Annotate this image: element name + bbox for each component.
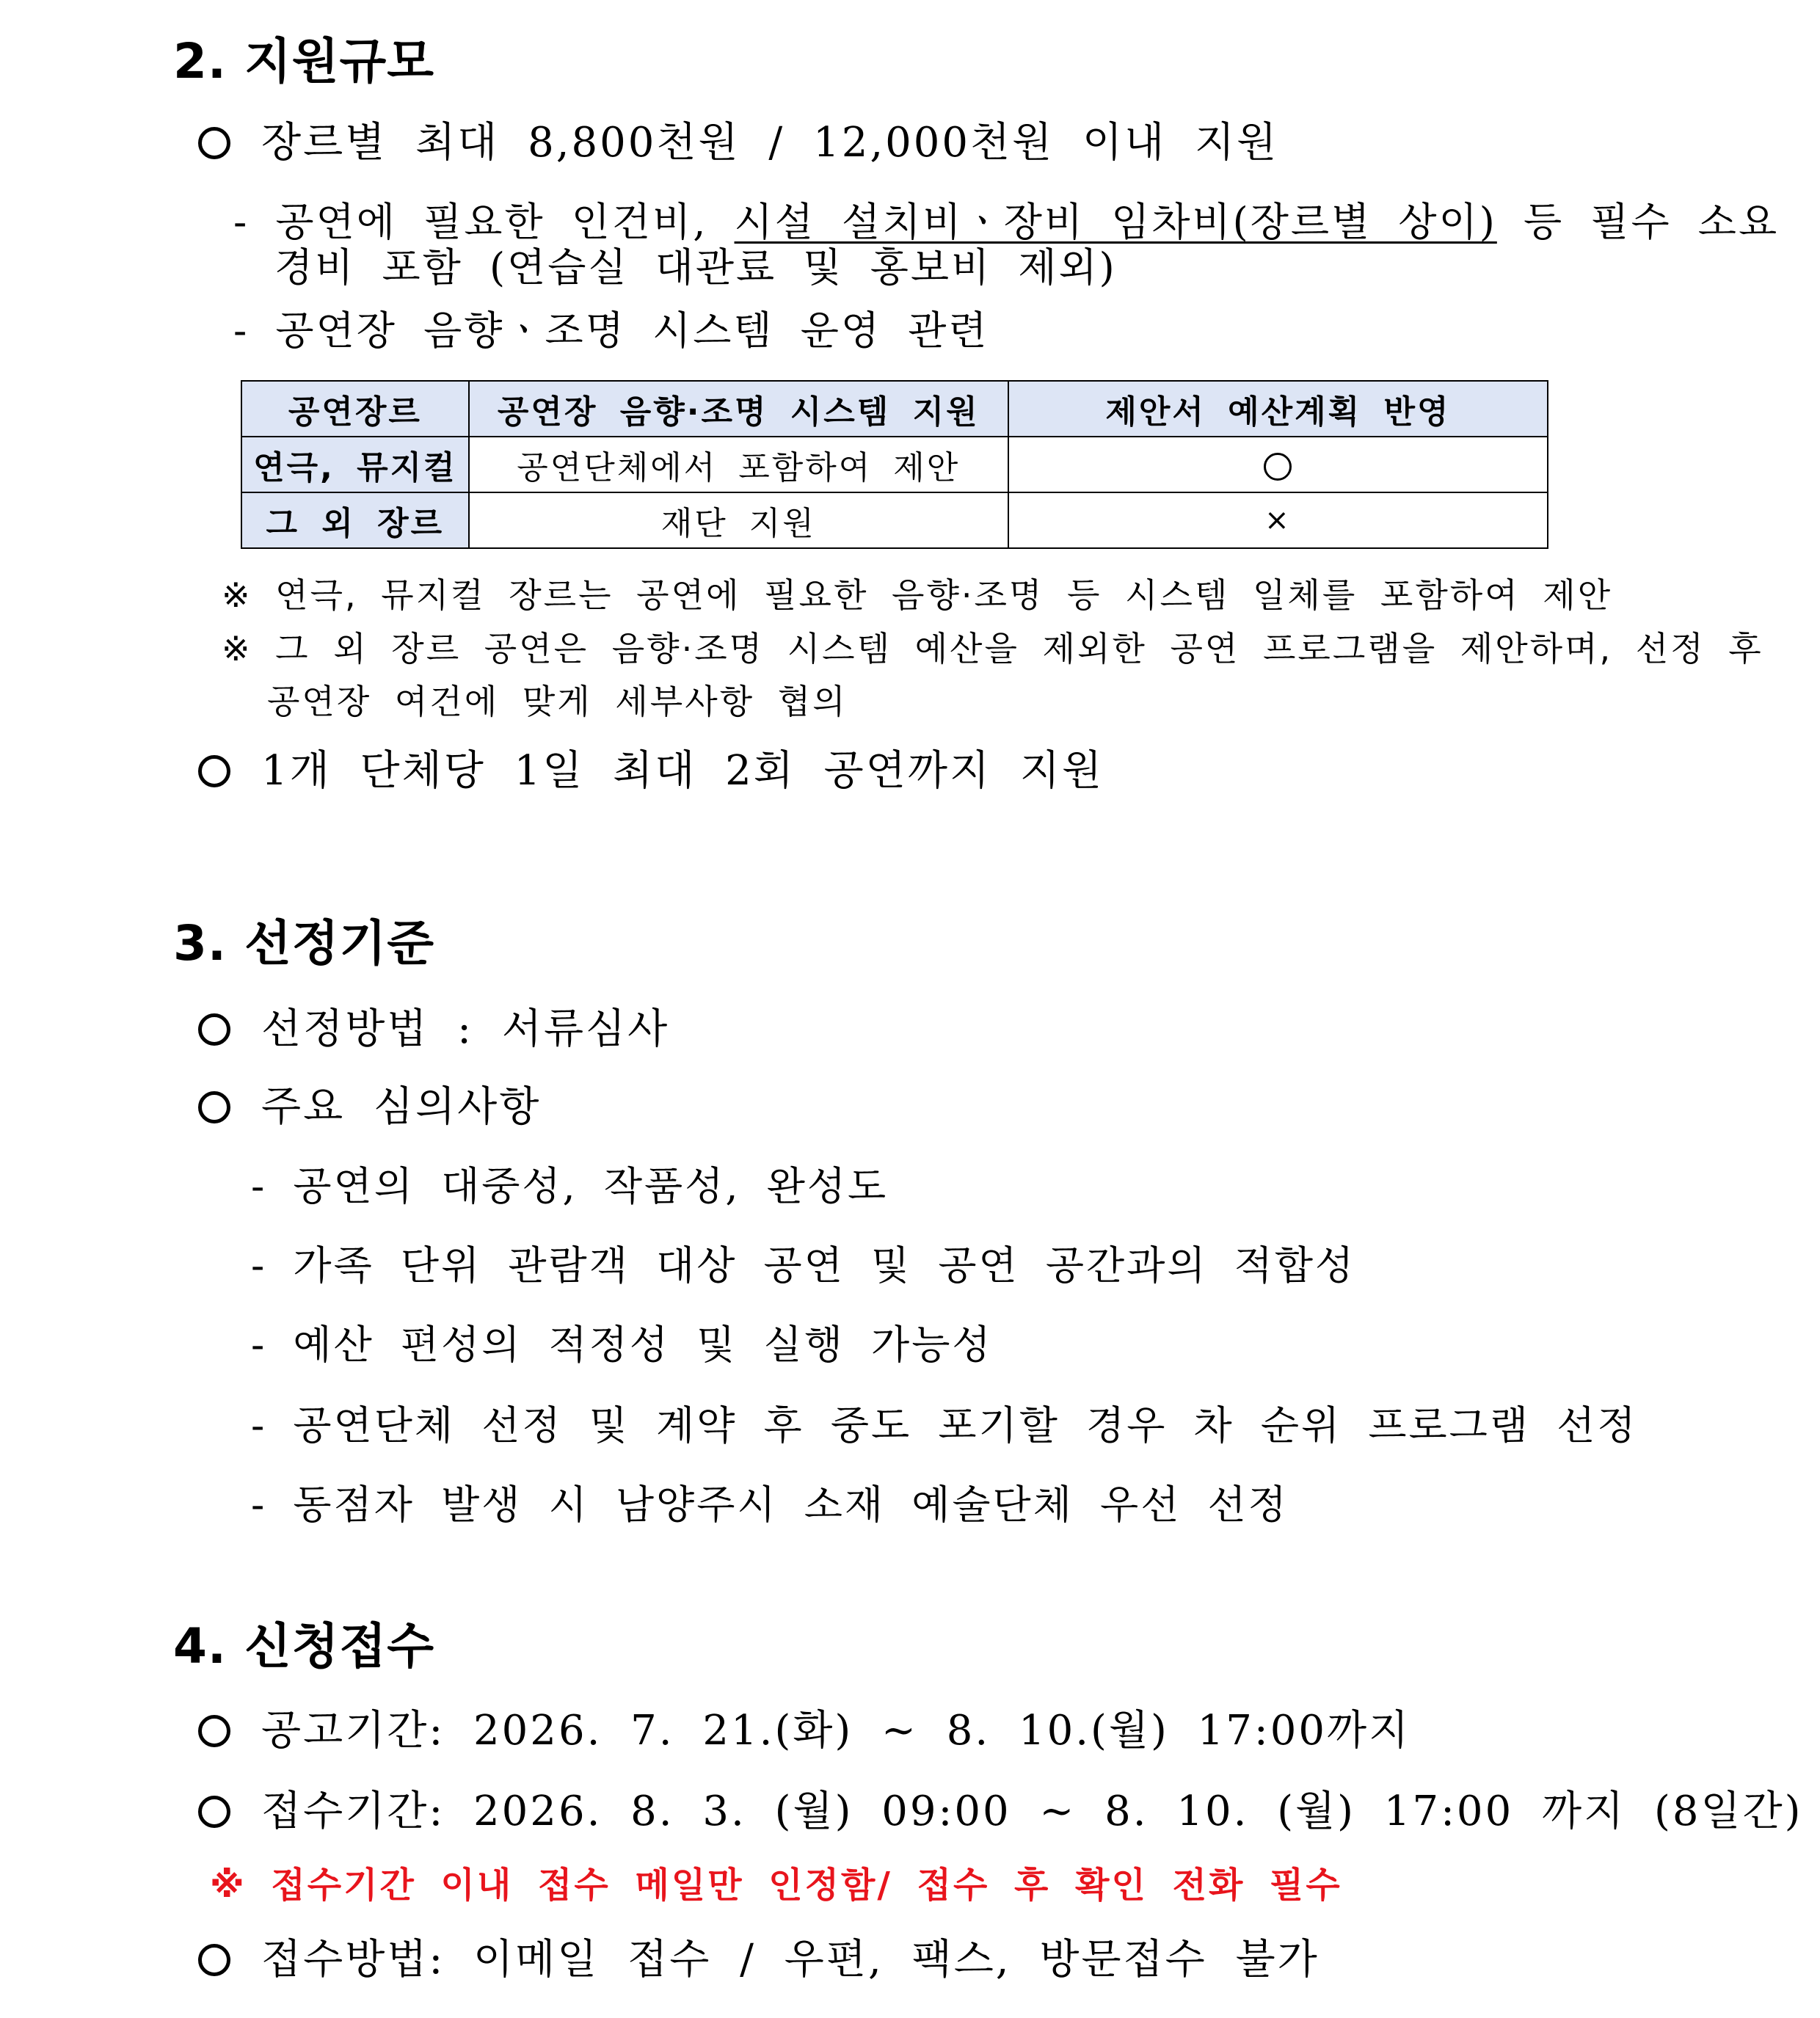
table-cell (1008, 437, 1548, 492)
list-item: - 가족 단위 관람객 대상 공연 및 공연 공간과의 적합성 (251, 1242, 1356, 1289)
table-header-cell: 공연장르 (241, 381, 469, 437)
bullet-notice-period: 공고기간: 2026. 7. 21.(화) ~ 8. 10.(월) 17:00까지 (198, 1698, 1410, 1757)
note-other-genres: ※ 그 외 장르 공연은 음향·조명 시스템 예산을 제외한 공연 프로그램을 제안하며, 선정 후 (222, 629, 1763, 669)
bullet-selection-method: 선정방법 : 서류심사 (198, 997, 669, 1055)
list-item: - 동점자 발생 시 남양주시 소재 예술단체 우선 선정 (251, 1482, 1289, 1528)
sub-item-sound-lighting: - 공연장 음향ㆍ조명 시스템 운영 관련 (233, 307, 989, 354)
note-other-genres-line2: 공연장 여건에 맞게 세부사항 협의 (267, 682, 848, 721)
support-table (241, 380, 1548, 549)
circle-bullet-icon (198, 1944, 230, 1976)
circle-bullet-icon (198, 127, 230, 159)
table-header-cell: 공연장 음향·조명 시스템 지원 (469, 381, 1008, 437)
circle-bullet-icon (198, 1091, 230, 1123)
table-cell: 재단 지원 (469, 492, 1008, 548)
bullet-application-method: 접수방법: 이메일 접수 / 우편, 팩스, 방문접수 불가 (198, 1927, 1320, 1986)
list-item: - 공연의 대중성, 작품성, 완성도 (251, 1163, 889, 1209)
underlined-text: 시설 설치비ㆍ장비 임차비(장르별 상이) (734, 199, 1497, 245)
table-cell: × (1008, 492, 1548, 548)
circle-mark-icon (1264, 453, 1292, 481)
section-4-title: 4. 신청접수 (173, 1618, 434, 1675)
circle-bullet-icon (198, 1715, 230, 1747)
table-row-head: 연극, 뮤지컬 (241, 437, 469, 492)
warning-note: ※ 접수기간 이내 접수 메일만 인정함/ 접수 후 확인 전화 필수 (210, 1865, 1342, 1906)
table-row (241, 437, 1548, 492)
list-item: - 공연단체 선정 및 계약 후 중도 포기할 경우 차 순위 프로그램 선정 (251, 1402, 1638, 1449)
bullet-performance-limit: 1개 단체당 1일 최대 2회 공연까지 지원 (198, 738, 1104, 797)
note-theater-musical: ※ 연극, 뮤지컬 장르는 공연에 필요한 음향·조명 등 시스템 일체를 포함하여 제안 (222, 575, 1613, 615)
bullet-application-period: 접수기간: 2026. 8. 3. (월) 09:00 ~ 8. 10. (월) 17:00 까지 (8일간) (198, 1779, 1803, 1837)
table-header-cell: 제안서 예산계획 반영 (1008, 381, 1548, 437)
sub-item-expenses-line2: 경비 포함 (연습실 대관료 및 홍보비 제외) (274, 244, 1117, 291)
circle-bullet-icon (198, 1013, 230, 1046)
sub-item-expenses: - 공연에 필요한 인건비, 시설 설치비ㆍ장비 임차비(장르별 상이) 등 필수 소요 (233, 199, 1780, 245)
circle-bullet-icon (198, 1796, 230, 1828)
table-cell: 공연단체에서 포함하여 제안 (469, 437, 1008, 492)
table-header-row (241, 381, 1548, 437)
circle-bullet-icon (198, 755, 230, 787)
section-2-title: 2. 지원규모 (173, 33, 434, 90)
bullet-support-amount: 장르별 최대 8,800천원 / 12,000천원 이내 지원 (198, 110, 1278, 169)
list-item: - 예산 편성의 적정성 및 실행 가능성 (251, 1322, 993, 1368)
bullet-review-items: 주요 심의사항 (198, 1074, 541, 1133)
table-row-head: 그 외 장르 (241, 492, 469, 548)
table-row (241, 492, 1548, 548)
section-3-title: 3. 선정기준 (173, 915, 434, 972)
